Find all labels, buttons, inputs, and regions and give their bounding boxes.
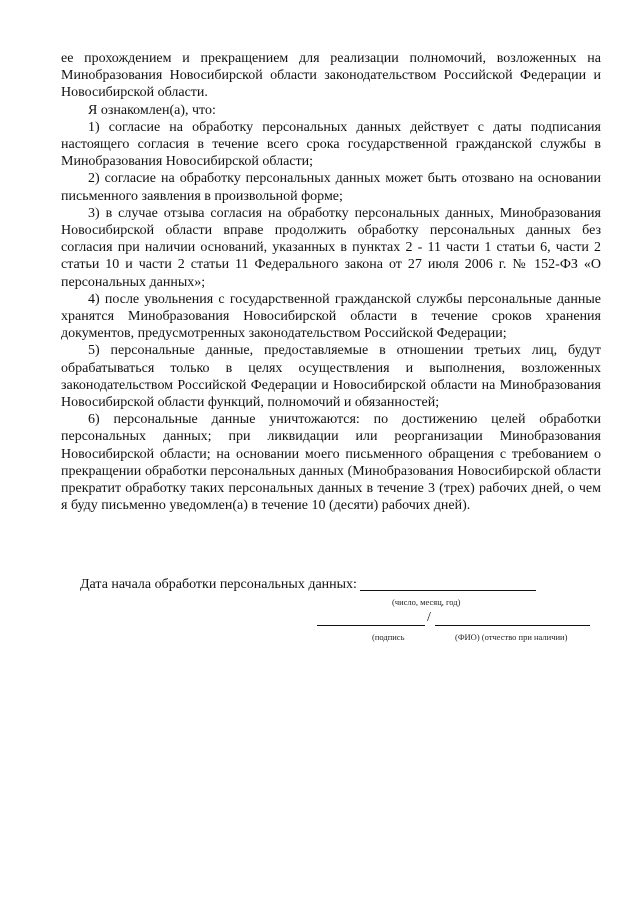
acknowledgement-paragraph: Я ознакомлен(а), что: [88,102,216,118]
processing-start-date-field[interactable] [360,590,536,591]
clause-6: 6) персональные данные уничтожаются: по достижению целей обработки персональных данных; при ликвидации или реорганизации Минобразования Новосибирской области; на основании моего письменного обращения с требованием о прекращении обработки персональных данных (Минобразования Новосибирской области прекратит обработку таких персональных данных в течение 3 (трех) рабочих дней, о чем я буду письменно уведомлен(а) в течение 10 (десяти) рабочих дней). [61,412,601,514]
clause-3: 3) в случае отзыва согласия на обработку персональных данных, Минобразования Новосибирской области вправе продолжить обработку персональных данных без согласия при наличии оснований, указанных в пунктах 2 - 11 части 1 статьи 6, части 2 статьи 10 и части 2 статьи 11 Федерального закона от 27 июля 2006 г. № 152-ФЗ «О персональных данных»; [61,205,601,290]
clause-2: 2) согласие на обработку персональных данных может быть отозвано на основании письменного заявления в произвольной форме; [61,171,601,204]
document-body [61,50,601,514]
signature-caption: (подпись [372,632,405,642]
intro-paragraph: ее прохождением и прекращением для реализации полномочий, возложенных на Минобразования Новосибирской области законодательством Российской Федерации и Новосибирской области. [61,51,601,101]
signature-field[interactable] [317,625,425,626]
clause-1: 1) согласие на обработку персональных данных действует с даты подписания настоящего согласия в течение всего срока государственной гражданской службы в Минобразования Новосибирской области; [61,119,601,170]
processing-start-date-row [80,576,540,593]
processing-start-date-label: Дата начала обработки персональных данных: [80,577,357,592]
full-name-field[interactable] [435,625,590,626]
date-caption: (число, месяц, год) [392,597,461,607]
clause-5: 5) персональные данные, предоставляемые в отношении третьих лиц, будут обрабатываться только в целях осуществления и выполнения, возложенных законодательством Российской Федерации и Новосибирской области на Минобразования Новосибирской области функций, полномочий и обязанностей; [61,343,601,411]
full-name-caption: (ФИО) (отчество при наличии) [455,632,568,642]
clause-4: 4) после увольнения с государственной гражданской службы персональные данные хранятся Минобразования Новосибирской области в течение сроков хранения документов, предусмотренных законодательством Российской Федерации; [61,291,601,342]
signature-separator: / [427,610,431,625]
